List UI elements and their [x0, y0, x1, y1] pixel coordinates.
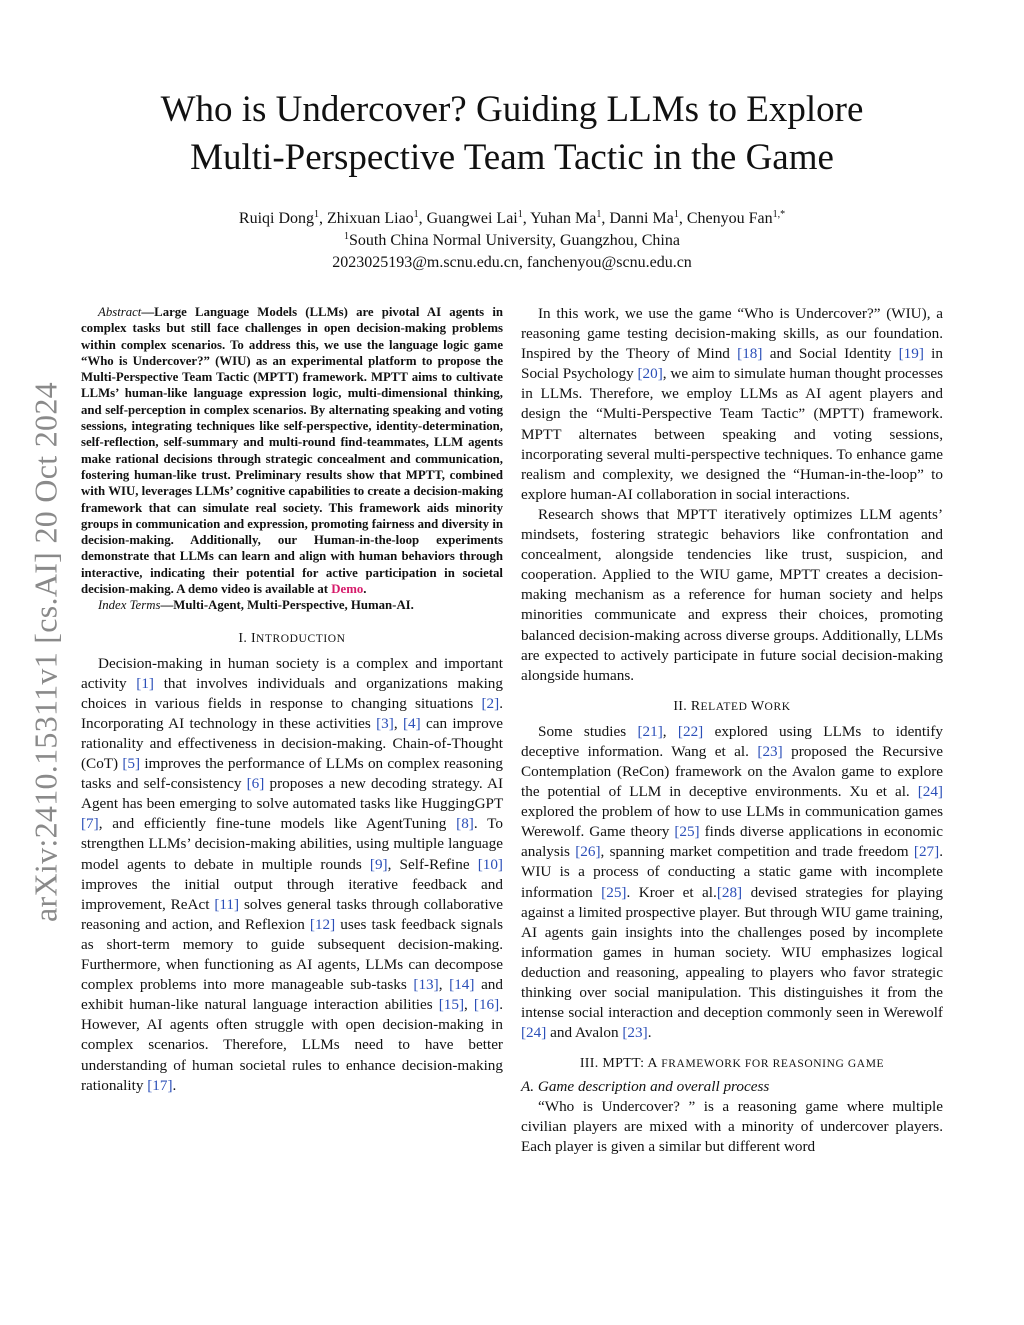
citation-link[interactable]: [27]: [913, 843, 940, 861]
citation-link[interactable]: [2]: [481, 694, 500, 712]
citation-link[interactable]: [6]: [246, 775, 265, 793]
title-line-1: Who is Undercover? Guiding LLMs to Explore: [160, 89, 864, 130]
section-heading-introduction: I. INTRODUCTION: [238, 630, 346, 646]
citation-link[interactable]: [23]: [757, 742, 783, 760]
paper-header: [80, 86, 944, 274]
citation-link[interactable]: [23]: [622, 1024, 648, 1042]
subsection-heading-game-description: A. Game description and overall process: [521, 1078, 770, 1096]
section-heading-mptt: III. MPTT: A FRAMEWORK FOR REASONING GAME: [579, 1056, 885, 1072]
citation-link[interactable]: [20]: [637, 365, 663, 383]
introduction-paragraph: Decision-making in human society is a complex and important activity [1] that involves individuals and organizations making choices in various fields in response to changing situations [2]. Incorporating AI technology in these activities [3], [4] can improve rationality and effectiveness in decision-making. Chain-of-Thought (CoT) [5] improves the performance of LLMs on complex reasoning tasks and self-consistency [6] proposes a new decoding strategy. AI Agent has been emerging to solve automated tasks like HuggingGPT [7], and efficiently fine-tune models like AgentTuning [8]. To strengthen LLMs’ decision-making abilities, using multiple language model agents to debate in multiple rounds [9], Self-Refine [10] improves the initial output through iterative feedback and improvement, ReAct [11] solves general tasks through collaborative reasoning and action, and Reflexion [12] uses task feedback signals as short-term memory to guide subsequent decision-making. Furthermore, when functioning as AI agents, LLMs can decompose complex problems into more manageable sub-tasks [13], [14] and exhibit human-like natural language interaction abilities [15], [16]. However, AI agents often struggle with open decision-making in complex scenarios. Therefore, LLMs need to have better understanding of human societal rules to enhance decision-making rationality [17].: [81, 654, 504, 1094]
left-column: [81, 304, 503, 1096]
citation-link[interactable]: [7]: [81, 815, 99, 833]
citation-link[interactable]: [4]: [402, 714, 421, 732]
author-name: Yuhan Ma: [530, 210, 597, 227]
citation-link[interactable]: [14]: [449, 976, 475, 994]
citation-link[interactable]: [1]: [136, 674, 154, 692]
author-list: Ruiqi Dong$^1$, Zhixuan Liao$^1$, Guangwei Lai$^1$, Yuhan Ma$^1$, Danni Ma$^1$, Chenyou Fan$^{1,*}$: [238, 209, 786, 227]
abstract-text: Large Language Models (LLMs) are pivotal AI agents in complex tasks but still face challenges in open decision-making problems within complex scenarios. To address this, we use the language logic game “Who is Undercover?” (WIU) as an experimental platform to propose the Multi-Perspective Team Tactic (MPTT) framework. MPTT aims to cultivate LLMs’ human-like language expression logic, multi-dimensional thinking, and self-perception in complex scenarios. By alternating speaking and voting sessions, integrating techniques like self-perspective, identity-determination, self-reflection, self-summary and multi-round find-teammates, LLM agents make rational decisions through strategic concealment and communication, fostering human-like trust. Preliminary results show that MPTT, combined with WIU, leverages LLMs’ cognitive capabilities to create a decision-making framework that can simulate real society. This framework aids minority groups in communication and expression, promoting fairness and diversity in decision-making. Additionally, our Human-in-the-loop experiments demonstrate that LLMs can learn and align with human behaviors through interactive, indicating their potential for active participation in societal decision-making. A demo video is available at: [81, 305, 503, 597]
right-column: [521, 304, 943, 1158]
index-terms-label: Index Terms: [98, 598, 161, 613]
index-terms: Index Terms—Multi-Agent, Multi-Perspective, Human-AI.: [98, 598, 414, 613]
abstract: Abstract—Large Language Models (LLMs) are pivotal AI agents in complex tasks but still face challenges in open decision-making problems within complex scenarios. To address this, we use the language logic game “Who is Undercover?” (WIU) as an experimental platform to propose the Multi-Perspective Team Tactic (MPTT) framework. MPTT aims to cultivate LLMs’ human-like language expression logic, multi-dimensional thinking, and self-perception in complex scenarios. By alternating speaking and voting sessions, integrating techniques like self-perspective, identity-determination, self-reflection, self-summary and multi-round find-teammates, LLM agents make rational decisions through strategic concealment and communication, fostering human-like trust. Preliminary results show that MPTT, combined with WIU, leverages LLMs’ cognitive capabilities to create a decision-making framework that can simulate real society. This framework aids minority groups in communication and expression, promoting fairness and diversity in decision-making. Additionally, our Human-in-the-loop experiments demonstrate that LLMs can learn and align with human behaviors through interactive, indicating their potential for active participation in societal decision-making. A demo video is available at Demo.: [81, 305, 503, 597]
abstract-label: Abstract: [98, 305, 142, 319]
citation-link[interactable]: [3]: [376, 714, 394, 732]
citation-link[interactable]: [13]: [413, 976, 439, 994]
author-name: Guangwei Lai: [426, 210, 518, 227]
citation-link[interactable]: [16]: [473, 996, 500, 1014]
citation-link[interactable]: [26]: [575, 843, 601, 861]
citation-link[interactable]: [18]: [737, 345, 763, 363]
citation-link[interactable]: [8]: [456, 815, 474, 833]
title-line-2: Multi-Perspective Team Tactic in the Game: [190, 137, 834, 178]
affiliation: $^1$South China Normal University, Guangzhou, China: [344, 231, 680, 249]
citation-link[interactable]: [10]: [477, 855, 503, 873]
author-emails: 2023025193@m.scnu.edu.cn, fanchenyou@scnu.edu.cn: [332, 254, 692, 271]
citation-link[interactable]: [15]: [438, 996, 465, 1014]
citation-link[interactable]: [19]: [898, 345, 924, 363]
citation-link[interactable]: [21]: [637, 722, 663, 740]
author-name: Chenyou Fan: [686, 210, 773, 227]
related-work-paragraph: Some studies [21], [22] explored using LLMs to identify deceptive information. Wang et al. [23] proposed the Recursive Contemplation (ReCon) framework on the Avalon game to explore the potential of LLM in deceptive environments. Xu et al. [24] explored the problem of how to use LLMs in communication games Werewolf. Game theory [25] finds diverse applications in economic analysis [26], spanning market competition and trade freedom [27]. WIU is a process of conducting a static game with incomplete information [25]. Kroer et al.[28] devised strategies for playing against a limited prospective player. But through WIU game training, AI agents gain insights into the challenges posed by incomplete information games in human society. WIU emphasizes logical deduction and reasoning, appealing to players who favor strategic thinking over social manipulation. This distinguishes it from the intense social interaction and deception commonly seen in Werewolf [24] and Avalon [23].: [521, 722, 944, 1042]
citation-link[interactable]: [12]: [309, 915, 336, 933]
citation-link[interactable]: [25]: [674, 823, 700, 841]
game-description-paragraph: “Who is Undercover? ” is a reasoning game where multiple civilian players are mixed with a minority of undercover players. Each player is given a similar but different word: [521, 1098, 943, 1156]
intro-paragraph-2: In this work, we use the game “Who is Undercover?” (WIU), a reasoning game testing decision-making skills, as our foundation. Inspired by the Theory of Mind [18] and Social Identity [19] in Social Psychology [20], we aim to simulate human thought processes in LLMs. Therefore, we employ LLMs as AI agent players and design the “Multi-Perspective Team Tactic” (MPTT) framework. MPTT alternates between speaking and voting sessions, incorporating several multi-perspective techniques. To enhance game realism and complexity, we designed the “Human-in-the-loop” to explore human-AI collaboration in social interactions.: [521, 305, 944, 503]
intro-paragraph-3: Research shows that MPTT iteratively optimizes LLM agents’ mindsets, fostering strategic behaviors like confrontation and concealment, alongside tendencies like trust, suspicion, and cooperation. Applied to the WIU game, MPTT creates a decision-making mechanism as a reference for human society and helps minorities communicate and express their choices, promoting balanced decision-making across diverse groups. Additionally, LLMs are expected to actively participate in future social decision-making alongside humans.: [521, 505, 943, 684]
citation-link[interactable]: [24]: [521, 1024, 547, 1042]
author-name: Danni Ma: [609, 210, 674, 227]
arxiv-side-label: arXiv:2410.15311v1 [cs.AI] 20 Oct 2024: [27, 382, 64, 922]
author-name: Zhixuan Liao: [327, 210, 414, 227]
citation-link[interactable]: [9]: [369, 855, 388, 873]
author-name: Ruiqi Dong: [238, 210, 315, 227]
citation-link[interactable]: [28]: [716, 883, 743, 901]
citation-link[interactable]: [24]: [917, 783, 943, 801]
section-heading-related-work: II. RELATED WORK: [673, 698, 791, 714]
citation-link[interactable]: [5]: [122, 755, 141, 773]
citation-link[interactable]: [17]: [147, 1076, 173, 1094]
demo-link[interactable]: Demo: [331, 582, 364, 597]
citation-link[interactable]: [22]: [677, 722, 704, 740]
paper-title: [80, 86, 944, 182]
citation-link[interactable]: [25]: [601, 883, 627, 901]
citation-link[interactable]: [11]: [214, 895, 240, 913]
